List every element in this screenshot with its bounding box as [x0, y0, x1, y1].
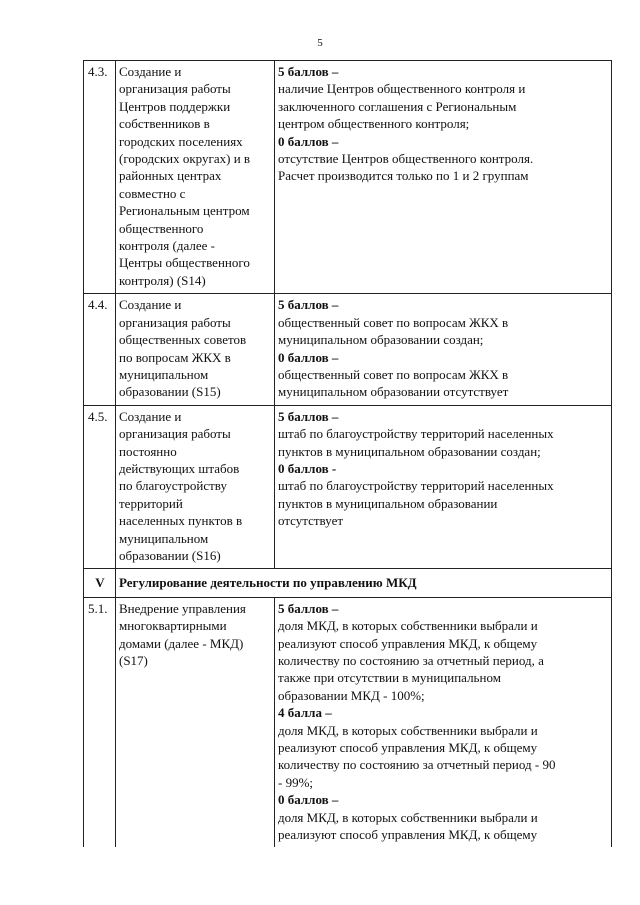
indicator-name-line: общественного: [119, 220, 204, 236]
item-number: 4.4.: [84, 294, 116, 405]
indicator-criteria: [275, 61, 612, 294]
score-heading: 0 баллов –: [278, 792, 339, 808]
score-heading: 0 баллов –: [278, 133, 339, 149]
indicator-name-line: территорий: [119, 495, 183, 511]
indicator-name-line: совместно с: [119, 185, 186, 201]
criterion-text: общественный совет по вопросам ЖКХ в: [278, 366, 509, 382]
indicator-name: [116, 294, 275, 405]
section-title: Регулирование деятельности по управлению МКД: [116, 569, 612, 597]
indicator-name-line: организация работы: [119, 314, 231, 330]
score-heading: 5 баллов –: [278, 64, 339, 79]
criterion-text: пунктов в муниципальном образовании создан;: [278, 443, 541, 459]
indicator-name-line: контроля (далее -: [119, 238, 215, 254]
criterion-text: штаб по благоустройству территорий населенных: [278, 478, 554, 494]
score-heading: 5 баллов –: [278, 408, 339, 424]
table-row: [84, 405, 612, 569]
criterion-text: реализуют способ управления МКД, к общему: [278, 635, 538, 651]
indicator-name: [116, 61, 275, 294]
indicator-name-line: (S17): [119, 653, 148, 668]
indicator-name-line: районных центрах: [119, 168, 222, 184]
item-number: 4.3.: [84, 61, 116, 294]
table-row: [84, 61, 612, 294]
criterion-text: реализуют способ управления МКД, к общему: [278, 740, 538, 756]
criterion-text: количеству по состоянию за отчетный период - 90: [278, 757, 556, 773]
indicator-name-line: Региональным центром: [119, 203, 250, 219]
indicator-name-line: Центров поддержки: [119, 98, 231, 114]
indicator-name-line: организация работы: [119, 426, 231, 442]
indicator-name-line: многоквартирными: [119, 618, 227, 634]
criterion-text: доля МКД, в которых собственники выбрали и: [278, 722, 538, 738]
indicator-name: [116, 597, 275, 847]
criterion-text: заключенного соглашения с Региональным: [278, 98, 517, 114]
indicator-name-line: собственников в: [119, 116, 210, 132]
indicator-name-line: общественных советов: [119, 332, 247, 348]
criterion-text: отсутствие Центров общественного контроля.: [278, 151, 534, 167]
indicator-name-line: населенных пунктов в: [119, 513, 243, 529]
indicator-name-line: муниципальном: [119, 366, 209, 382]
indicator-name-line: образовании (S16): [119, 547, 221, 563]
score-heading: 5 баллов –: [278, 297, 339, 313]
indicator-name-line: Внедрение управления: [119, 600, 246, 616]
criterion-text: реализуют способ управления МКД, к общему: [278, 827, 538, 843]
criterion-text: муниципальном образовании отсутствует: [278, 384, 509, 400]
section-number: V: [84, 569, 116, 597]
indicator-name-line: муниципальном: [119, 530, 209, 546]
score-heading: 0 баллов –: [278, 349, 339, 365]
item-number: 4.5.: [84, 405, 116, 569]
criterion-text: доля МКД, в которых собственники выбрали и: [278, 618, 538, 634]
criterion-text: наличие Центров общественного контроля и: [278, 81, 526, 97]
criterion-text: штаб по благоустройству территорий населенных: [278, 426, 554, 442]
criterion-text: образовании МКД - 100%;: [278, 687, 425, 703]
indicator-name-line: (городских округах) и в: [119, 151, 251, 167]
indicator-name-line: Создание и: [119, 64, 182, 79]
criterion-text: центром общественного контроля;: [278, 116, 470, 132]
indicator-criteria: [275, 597, 612, 847]
indicator-name-line: городских поселениях: [119, 133, 243, 149]
criterion-text: также при отсутствии в муниципальном: [278, 670, 501, 686]
indicator-name-line: домами (далее - МКД): [119, 635, 244, 651]
indicator-name-line: по благоустройству: [119, 478, 227, 494]
criterion-text: Расчет производится только по 1 и 2 группам: [278, 168, 529, 184]
criterion-text: отсутствует: [278, 513, 344, 529]
criterion-text: доля МКД, в которых собственники выбрали и: [278, 809, 538, 825]
indicator-criteria: [275, 294, 612, 405]
indicator-name-line: организация работы: [119, 81, 231, 97]
criterion-text: количеству по состоянию за отчетный период, а: [278, 653, 544, 668]
indicator-criteria: [275, 405, 612, 569]
criterion-text: - 99%;: [278, 774, 314, 790]
section-row: [84, 569, 612, 597]
criteria-table: [83, 60, 612, 847]
indicator-name-line: контроля) (S14): [119, 272, 206, 288]
score-heading: 5 баллов –: [278, 600, 339, 616]
indicator-name-line: образовании (S15): [119, 384, 221, 400]
score-heading: 0 баллов -: [278, 460, 337, 476]
indicator-name-line: по вопросам ЖКХ в: [119, 349, 231, 365]
indicator-name-line: Центры общественного: [119, 255, 250, 271]
score-heading: 4 балла –: [278, 705, 332, 721]
table-row: [84, 294, 612, 405]
criterion-text: муниципальном образовании создан;: [278, 332, 484, 348]
indicator-name-line: Создание и: [119, 408, 182, 424]
indicator-name-line: постоянно: [119, 443, 177, 459]
table-row: [84, 597, 612, 847]
criterion-text: общественный совет по вопросам ЖКХ в: [278, 314, 509, 330]
indicator-name-line: Создание и: [119, 297, 182, 313]
indicator-name-line: действующих штабов: [119, 460, 240, 476]
item-number: 5.1.: [84, 597, 116, 847]
indicator-name: [116, 405, 275, 569]
page-number: 5: [317, 37, 323, 49]
criterion-text: пунктов в муниципальном образовании: [278, 495, 498, 511]
